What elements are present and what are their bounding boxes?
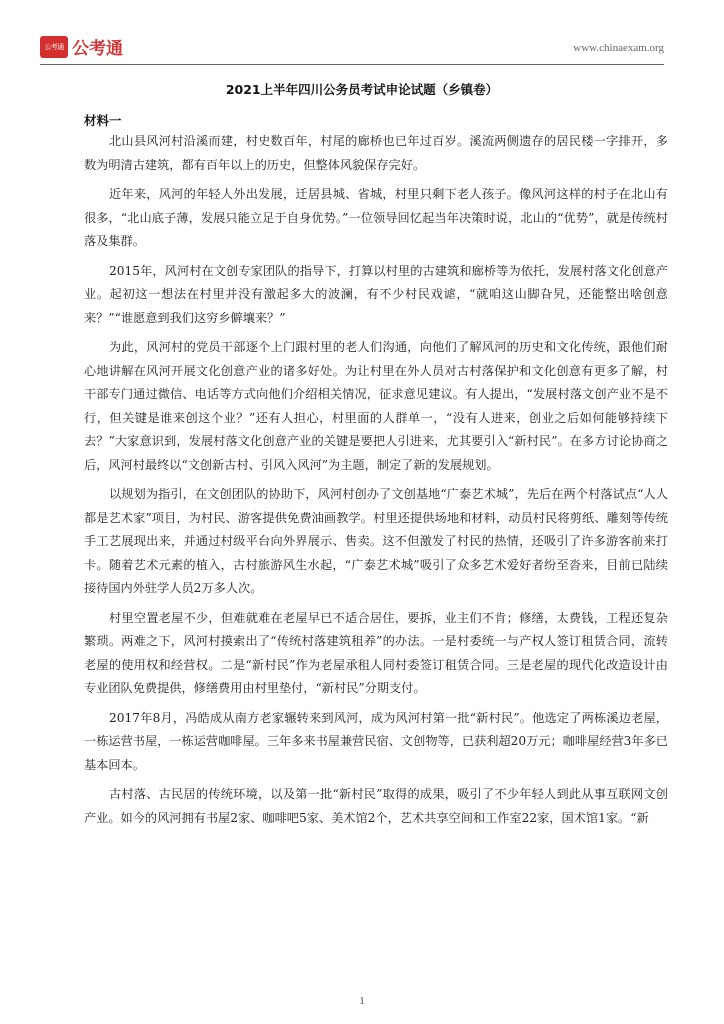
paragraph: 村里空置老屋不少，但难就难在老屋早已不适合居住，要拆，业主们不肯；修缮，太费钱，工程还复杂繁琐。两难之下，风河村摸索出了“传统村落建筑租养”的办法。一是村委统一与产权人签订租赁合同，流转老屋的使用权和经营权。二是“新村民”作为老屋承租人同村委签订租赁合同。三是老屋的现代化改造设计由专业团队免费提供，修缮费用由村里垫付，“新村民”分期支付。 [84,610,668,695]
logo-text: 公考通 [72,39,123,59]
document-body [84,130,668,836]
header-divider [40,64,664,65]
page-number: 1 [359,996,365,1007]
document-title: 2021上半年四川公务员考试申论试题（乡镇卷） [225,82,499,97]
paragraph: 以规划为指引，在文创团队的协助下，风河村创办了文创基地“广泰艺术城”，先后在两个村落试点“人人都是艺术家”项目，为村民、游客提供免费油画教学。村里还提供场地和材料，动员村民将剪纸、雕刻等传统手工艺展现出来，并通过村级平台向外界展示、售卖。这不但激发了村民的热情，还吸引了许多游客前来打卡。随着艺术元素的植入，古村旅游风生水起，“广泰艺术城”吸引了众多艺术爱好者纷至沓来，目前已陆续接待国内外驻学人员2万多人次。 [84,487,668,595]
paragraph: 2017年8月，冯皓成从南方老家辗转来到风河，成为风河村第一批“新村民”。他选定了两栋溪边老屋，一栋运营书屋，一栋运营咖啡屋。三年多来书屋兼营民宿、文创物等，已获利超20万元；咖啡屋经营3年多已基本回本。 [84,710,668,772]
paragraph: 近年来，风河的年轻人外出发展，迁居县城、省城，村里只剩下老人孩子。像风河这样的村子在北山有很多，“北山底子薄，发展只能立足于自身优势。”一位领导回忆起当年决策时说，北山的“优势”，就是传统村落及集群。 [84,187,668,248]
logo-badge-icon: 公考通 [40,36,68,58]
paragraph: 为此，风河村的党员干部逐个上门跟村里的老人们沟通，向他们了解风河的历史和文化传统，跟他们耐心地讲解在风河开展文化创意产业的诸多好处。为让村里在外人员对古村落保护和文化创意有更多了解，村干部专门通过微信、电话等方式向他们介绍相关情况，征求意见建议。有人提出，“发展村落文创产业不是不行，但关键是谁来创这个业？”还有人担心，村里面的人群单一，“没有人进来，创业之后如何能够持续下去？”大家意识到，发展村落文化创意产业的关键是要把人引进来，尤其要引入“新村民”。在多方讨论协商之后，风河村最终以“文创新古村、引风入风河”为主题，制定了新的发展规划。 [84,340,668,472]
paragraph: 北山县风河村沿溪而建，村史数百年，村尾的廊桥也已年过百岁。溪流两侧遗存的居民楼一字排开，多数为明清古建筑，都有百年以上的历史，但整体风貌保存完好。 [84,134,668,172]
page-header [40,28,664,62]
section-heading: 材料一 [84,113,122,128]
paragraph: 古村落、古民居的传统环境，以及第一批“新村民”取得的成果，吸引了不少年轻人到此从事互联网文创产业。如今的风河拥有书屋2家、咖啡吧5家、美术馆2个，艺术共享空间和工作室22家，国术馆1家。“新 [84,787,668,825]
brand-logo[interactable] [40,34,123,59]
site-url[interactable]: www.chinaexam.org [573,42,664,54]
paragraph: 2015年，风河村在文创专家团队的指导下，打算以村里的古建筑和廊桥等为依托，发展村落文化创意产业。起初这一想法在村里并没有激起多大的波澜，有不少村民戏谑，“就咱这山脚旮旯，还能整出啥创意来？”“谁愿意到我们这穷乡僻壤来？” [84,263,668,325]
